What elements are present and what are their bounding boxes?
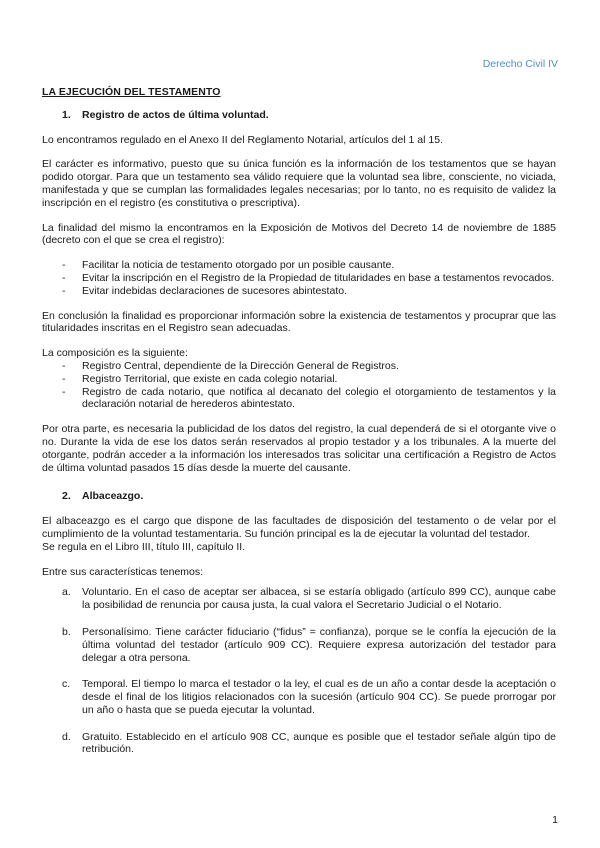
list-item: - Evitar indebidas declaraciones de sucesores abintestato. <box>42 285 556 298</box>
list-item: - Registro de cada notario, que notifica al decanato del colegio el otorgamiento de testamentos y la declaración notarial de herederos abintestato. <box>42 386 556 412</box>
list-letter: c. <box>62 678 71 691</box>
finalidad-list <box>42 259 556 297</box>
section-2-title: Albaceazgo. <box>82 490 144 503</box>
list-text: Temporal. El tiempo lo marca el testador o la ley, el cual es de un año a contar desde la aceptación o desde el final de los litigios relacionados con la sucesión (artículo 904 CC). Se puede prorrogar por un año o hasta que se pueda ejecutar la voluntad. <box>82 678 556 716</box>
list-letter: a. <box>62 586 71 599</box>
paragraph: Se regula en el Libro III, título III, capítulo II. <box>42 540 246 553</box>
list-item: - Evitar la inscripción en el Registro de la Propiedad de titularidades en base a testamentos revocados. <box>42 272 556 285</box>
section-2-number: 2. <box>62 490 71 503</box>
paragraph: Por otra parte, es necesaria la publicidad de los datos del registro, la cual dependerá de si el otorgante vive o no. Durante la vida de ese los datos serán reservados al propio testador y a los tribunales. A la muerte del otorgante, podrán acceder a la información los interesados tras solicitar una certificación a Registro de Actos de última voluntad pasados 15 días desde la muerte del causante. <box>42 423 556 474</box>
header-subject: Derecho Civil IV <box>482 58 558 70</box>
paragraph: Lo encontramos regulado en el Anexo II del Reglamento Notarial, artículos del 1 al 15. <box>42 133 443 146</box>
list-letter: d. <box>62 730 71 743</box>
section-1-number: 1. <box>62 108 71 121</box>
list-item: - Registro Territorial, que existe en cada colegio notarial. <box>42 373 556 386</box>
list-item <box>42 731 556 757</box>
list-text: Personalísimo. Tiene carácter fiduciario (“fidus” = confianza), porque se le confía la ejecución de la última voluntad del testador (artículo 909 CC). Requiere expresa autorización del testador para delegar a otra persona. <box>82 625 556 664</box>
section-2-heading <box>42 490 556 503</box>
list-item: - Registro Central, dependiente de la Dirección General de Registros. <box>42 360 556 373</box>
document-title: LA EJECUCIÓN DEL TESTAMENTO <box>42 86 221 98</box>
list-item: - Facilitar la noticia de testamento otorgado por un posible causante. <box>42 259 556 272</box>
caracteristicas-list <box>42 586 556 756</box>
section-1-title: Registro de actos de última voluntad. <box>82 108 269 121</box>
paragraph: Entre sus características tenemos: <box>42 565 204 578</box>
paragraph: La finalidad del mismo la encontramos en la Exposición de Motivos del Decreto 14 de noviembre de 1885 (decreto con el que se crea el registro): <box>42 221 556 247</box>
paragraph: El carácter es informativo, puesto que su única función es la información de los testamentos que se hayan podido otorgar. Para que un testamento sea válido requiere que la voluntad sea libre, consciente, no viciada, manifestada y que se cumplan las formalidades legales necesarias; por lo tanto, no es requisito de validez la inscripción en el registro (es constitutiva o prescriptiva). <box>42 158 556 209</box>
document-content <box>42 86 556 770</box>
list-item <box>42 626 556 664</box>
paragraph: El albaceazgo es el cargo que dispone de las facultades de disposición del testamento o de velar por el cumplimiento de la voluntad testamentaria. Su función principal es la de ejecutar la voluntad del testador. <box>42 515 556 540</box>
list-item <box>42 678 556 716</box>
paragraph: La composición es la siguiente: <box>42 347 188 360</box>
composicion-list <box>42 360 556 411</box>
list-text: Voluntario. En el caso de aceptar ser albacea, si se estaría obligado (artículo 899 CC), aunque cabe la posibilidad de renuncia por causa justa, la cual valora el Secretario Judicial o el Notario. <box>82 586 556 612</box>
section-1-heading <box>42 109 556 122</box>
paragraph: En conclusión la finalidad es proporcionar información sobre la existencia de testamentos y procuprar que las titularidades inscritas en el Registro sean adecuadas. <box>42 309 556 335</box>
list-letter: b. <box>62 625 71 638</box>
list-text: Gratuito. Establecido en el artículo 908 CC, aunque es posible que el testador señale algún tipo de retribución. <box>82 730 556 756</box>
list-item <box>42 586 556 612</box>
page-number: 1 <box>552 814 558 826</box>
